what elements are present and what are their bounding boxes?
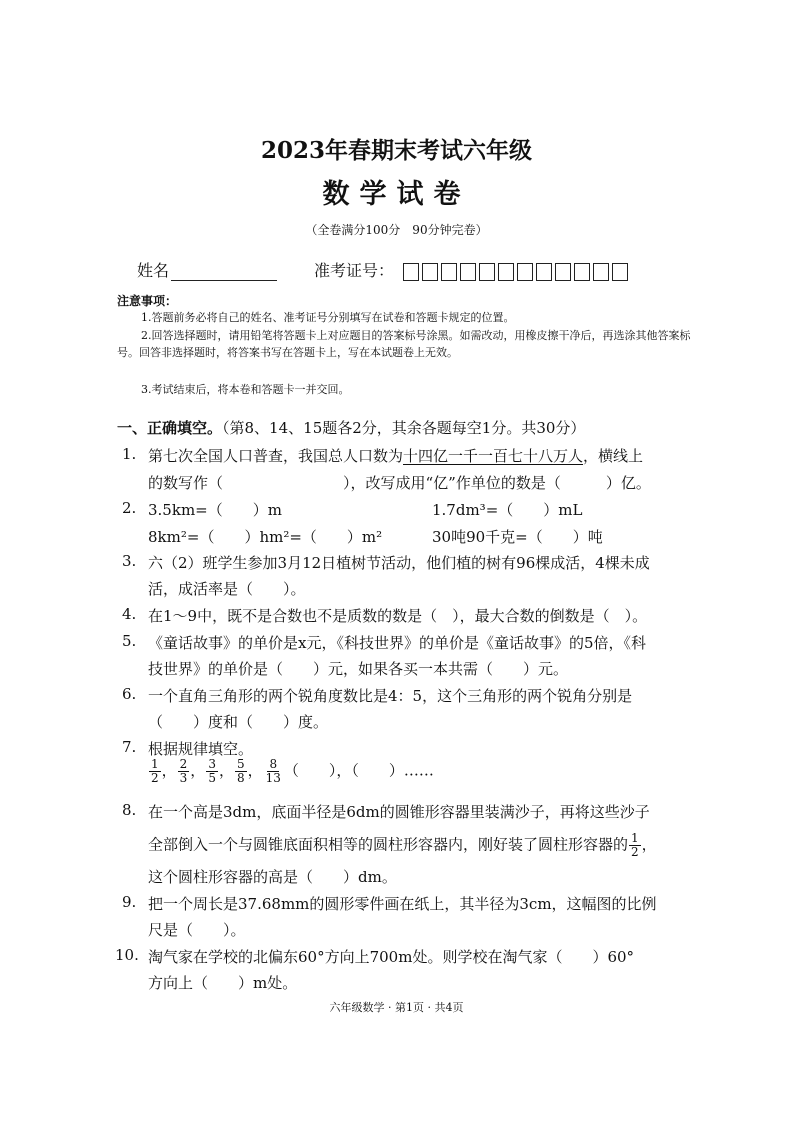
fraction: $\frac{5}{8}$ bbox=[236, 757, 245, 785]
question-text: 方向上（ ）m处。 bbox=[148, 974, 298, 992]
question-text bbox=[148, 445, 643, 466]
question-text: 尺是（ ）。 bbox=[148, 921, 246, 939]
exam-number-label: 准考证号： bbox=[314, 261, 395, 280]
digit-box[interactable] bbox=[403, 263, 419, 281]
question-text: 技世界》的单价是（ ）元，如果各买一本共需（ ）元。 bbox=[148, 660, 569, 678]
q2-part-c: 8km²=（ ）hm²=（ ）m² bbox=[148, 528, 383, 546]
digit-box[interactable] bbox=[574, 263, 590, 281]
q1-underlined: 十四亿一千一百七十八万人 bbox=[403, 447, 584, 465]
question-text: 在一个高是3dm，底面半径是6dm的圆锥形容器里装满沙子，再将这些沙子 bbox=[148, 803, 650, 821]
q1-text-end: ，横线上 bbox=[583, 447, 644, 465]
question-text: 活，成活率是（ ）。 bbox=[148, 580, 306, 598]
sequence-blanks: （ ），（ ）…… bbox=[283, 761, 434, 780]
question-text: 把一个周长是37.68mm的圆形零件画在纸上，其半径为3cm，这幅图的比例 bbox=[148, 895, 657, 913]
question-number: 7. bbox=[122, 738, 137, 756]
q2-part-a: 3.5km=（ ）m bbox=[148, 501, 282, 519]
question-text: 六（2）班学生参加3月12日植树节活动，他们植的树有96棵成活，4棵未成 bbox=[148, 554, 650, 572]
name-field bbox=[137, 258, 277, 281]
digit-box[interactable] bbox=[555, 263, 571, 281]
question-text: 《童话故事》的单价是x元，《科技世界》的单价是《童话故事》的5倍，《科 bbox=[148, 634, 647, 652]
question-number: 10. bbox=[115, 946, 139, 964]
notice-item: 1.答题前务必将自己的姓名、准考证号分别填写在试卷和答题卡规定的位置。 bbox=[141, 311, 515, 324]
digit-box[interactable] bbox=[460, 263, 476, 281]
question-number: 6. bbox=[122, 685, 137, 703]
question-number: 5. bbox=[122, 632, 137, 650]
question-text: 在1～9中，既不是合数也不是质数的数是（ ），最大合数的倒数是（ ）。 bbox=[148, 607, 648, 625]
question-text bbox=[148, 832, 657, 859]
question-number: 4. bbox=[122, 605, 137, 623]
digit-box[interactable] bbox=[441, 263, 457, 281]
digit-box[interactable] bbox=[498, 263, 514, 281]
digit-box[interactable] bbox=[536, 263, 552, 281]
question-text: 根据规律填空。 bbox=[148, 740, 254, 758]
digit-box[interactable] bbox=[479, 263, 495, 281]
question-text: （ ）度和（ ）度。 bbox=[148, 713, 329, 731]
question-text: 的数写作（ ），改写成用“亿”作单位的数是（ ）亿。 bbox=[148, 474, 651, 492]
digit-box[interactable] bbox=[422, 263, 438, 281]
subject-title: 数学试卷 bbox=[322, 179, 471, 210]
section-note: （第8、14、15题各2分，其余各题每空1分。共30分） bbox=[222, 419, 586, 437]
page-footer: 六年级数学 · 第1页 · 共4页 bbox=[329, 1001, 464, 1014]
name-blank[interactable] bbox=[171, 262, 277, 281]
question-number: 8. bbox=[122, 801, 137, 819]
fraction: $\frac{8}{13}$ bbox=[265, 757, 281, 785]
exam-number-boxes[interactable] bbox=[403, 263, 628, 281]
notice-item: 2.回答选择题时，请用铅笔将答题卡上对应题目的答案标号涂黑。如需改动，用橡皮擦干净后，再选涂其他答案标号。回答非选择题时，将答案书写在答题卡上，写在本试题卷上无效。 bbox=[117, 329, 691, 359]
fraction: $\frac{1}{2}$ bbox=[631, 831, 639, 859]
exam-subtitle: （全卷满分100分 90分钟完卷） bbox=[305, 223, 488, 237]
question-text: 一个直角三角形的两个锐角度数比是4：5，这个三角形的两个锐角分别是 bbox=[148, 687, 633, 705]
fraction: $\frac{3}{5}$ bbox=[208, 757, 216, 785]
digit-box[interactable] bbox=[593, 263, 609, 281]
section-title: 一、正确填空。 bbox=[117, 419, 223, 437]
fraction: $\frac{1}{2}$ bbox=[151, 757, 159, 785]
notice-heading: 注意事项： bbox=[117, 294, 178, 308]
q1-text: 第七次全国人口普查，我国总人口数为 bbox=[148, 447, 404, 465]
q2-part-d: 30吨90千克=（ ）吨 bbox=[432, 528, 603, 546]
fraction: $\frac{2}{3}$ bbox=[179, 757, 188, 785]
q8-line2-end: ， bbox=[641, 835, 657, 854]
fraction-sequence: $\frac{1}{2}$ ， $\frac{2}{3}$ ， $\frac{3}{5}$ ， $\frac{5}{8}$ ， $\frac{8}{13}$ （ ），（ ）…… bbox=[151, 757, 434, 785]
question-number: 3. bbox=[122, 552, 137, 570]
question-text: 淘气家在学校的北偏东60°方向上700m处。则学校在淘气家（ ）60° bbox=[148, 948, 635, 966]
name-label: 姓名 bbox=[137, 261, 170, 280]
q2-part-b: 1.7dm³=（ ）mL bbox=[432, 501, 583, 519]
q8-line2-text: 全部倒入一个与圆锥底面积相等的圆柱形容器内，刚好装了圆柱形容器的 bbox=[148, 835, 629, 854]
digit-box[interactable] bbox=[517, 263, 533, 281]
digit-box[interactable] bbox=[612, 263, 628, 281]
question-text: 这个圆柱形容器的高是（ ）dm。 bbox=[148, 868, 397, 886]
exam-title: 2023年春期末考试六年级 bbox=[260, 137, 532, 164]
question-number: 2. bbox=[122, 499, 137, 517]
section-heading bbox=[117, 417, 585, 438]
notice-item: 3.考试结束后，将本卷和答题卡一并交回。 bbox=[141, 383, 350, 396]
exam-number-field bbox=[314, 258, 628, 281]
question-number: 9. bbox=[122, 893, 137, 911]
question-number: 1. bbox=[122, 445, 137, 463]
